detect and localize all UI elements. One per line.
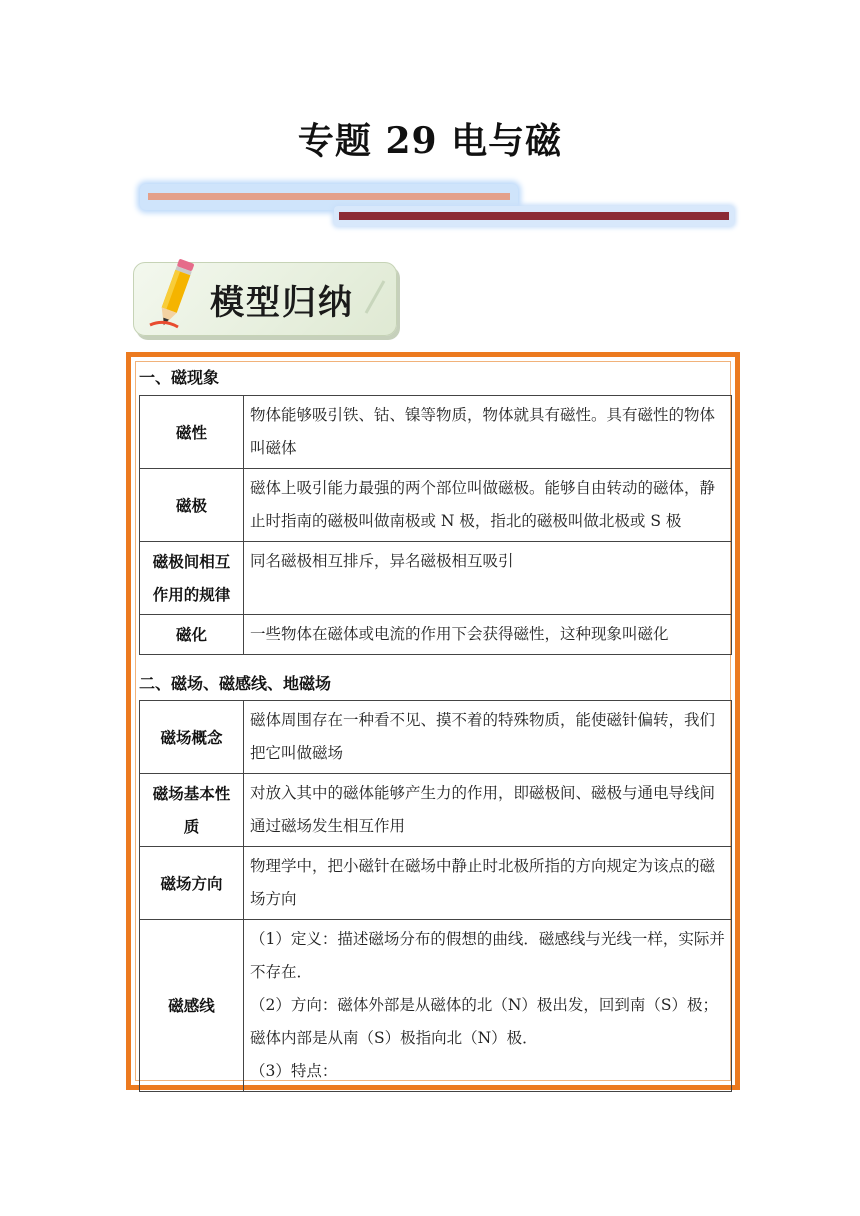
section-badge (133, 262, 397, 336)
pencil-icon (144, 257, 204, 337)
row-line: （3）特点： (250, 1062, 338, 1080)
table-row (140, 542, 732, 615)
row-value: 磁体周围存在一种看不见、摸不着的特殊物质，能使磁针偏转，我们把它叫做磁场 (244, 701, 732, 774)
row-value: 一些物体在磁体或电流的作用下会获得磁性，这种现象叫磁化 (244, 615, 732, 655)
row-value (244, 920, 732, 1092)
row-key: 磁场方向 (140, 847, 244, 920)
row-line: （1）定义：描述磁场分布的假想的曲线．磁感线与光线一样，实际并不存在． (250, 930, 725, 981)
section-heading: 一、磁现象 (139, 368, 220, 387)
row-key: 磁场基本性质 (140, 774, 244, 847)
table-row (140, 396, 732, 469)
decorative-bar-bottom (334, 206, 734, 226)
section-table (139, 395, 732, 655)
row-key: 磁场概念 (140, 701, 244, 774)
table-row (140, 920, 732, 1092)
page-title: 专题 29 电与磁 (297, 120, 563, 162)
row-key: 磁化 (140, 615, 244, 655)
table-row (140, 701, 732, 774)
table-row (140, 847, 732, 920)
section-heading: 二、磁场、磁感线、地磁场 (139, 674, 332, 693)
row-value: 磁体上吸引能力最强的两个部位叫做磁极。能够自由转动的磁体，静止时指南的磁极叫做南极或 N 极，指北的磁极叫做北极或 S 极 (244, 469, 732, 542)
row-key: 磁极间相互作用的规律 (140, 542, 244, 615)
table-row (140, 469, 732, 542)
content-frame (126, 352, 740, 1090)
row-key: 磁极 (140, 469, 244, 542)
row-value: 物体能够吸引铁、钴、镍等物质，物体就具有磁性。具有磁性的物体叫磁体 (244, 396, 732, 469)
decorative-slash (362, 277, 388, 317)
row-key: 磁性 (140, 396, 244, 469)
row-value: 物理学中，把小磁针在磁场中静止时北极所指的方向规定为该点的磁场方向 (244, 847, 732, 920)
row-key: 磁感线 (140, 920, 244, 1092)
section-table (139, 700, 732, 1092)
row-line: （2）方向：磁体外部是从磁体的北（N）极出发，回到南（S）极；磁体内部是从南（S）极指向北（N）极． (250, 996, 719, 1047)
row-value: 对放入其中的磁体能够产生力的作用，即磁极间、磁极与通电导线间通过磁场发生相互作用 (244, 774, 732, 847)
row-value: 同名磁极相互排斥，异名磁极相互吸引 (244, 542, 732, 615)
table-row (140, 774, 732, 847)
badge-label: 模型归纳 (210, 283, 354, 323)
table-row (140, 615, 732, 655)
